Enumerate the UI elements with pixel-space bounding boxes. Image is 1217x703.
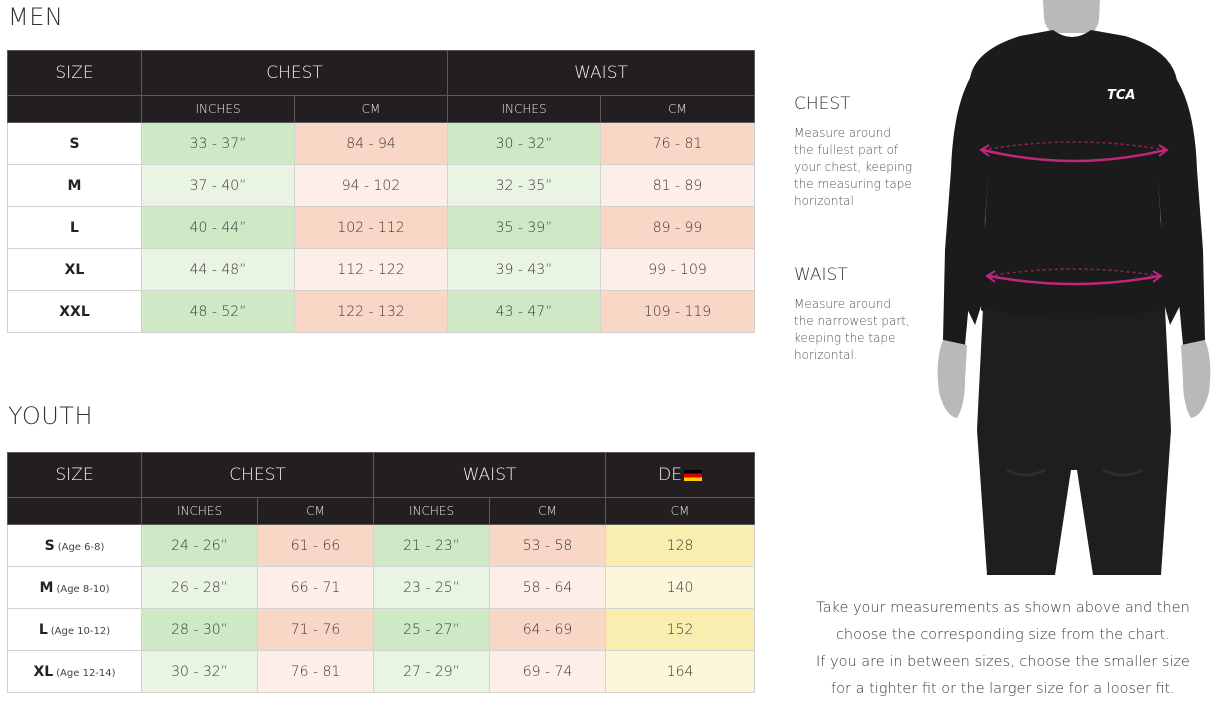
waist-cm-cell: 64 - 69: [490, 609, 606, 651]
de-cm-cell: 164: [606, 651, 755, 693]
youth-chest-inches-header: INCHES: [142, 498, 258, 525]
de-cm-cell: 128: [606, 525, 755, 567]
waist-inches-cell: 23 - 25”: [374, 567, 490, 609]
waist-inches-cell: 27 - 29”: [374, 651, 490, 693]
youth-table-row: [8, 609, 755, 651]
chest-inches-cell: 44 - 48”: [142, 249, 295, 291]
age-range: (Age 10-12): [50, 625, 111, 637]
fit-instructions-line: for a tighter fit or the larger size for a looser fit.: [831, 681, 1175, 697]
de-cm-cell: 152: [606, 609, 755, 651]
size-label: XXL: [8, 291, 142, 333]
chest-cm-cell: 102 - 112: [295, 207, 448, 249]
waist-cm-cell: 99 - 109: [601, 249, 755, 291]
waist-inches-cell: 25 - 27”: [374, 609, 490, 651]
chest-inches-cell: 24 - 26”: [142, 525, 258, 567]
men-chest-cm-header: CM: [295, 96, 448, 123]
waist-guide-line: keeping the tape: [794, 331, 896, 345]
waist-guide-line: horizontal.: [794, 348, 858, 362]
men-waist-inches-header: INCHES: [448, 96, 601, 123]
men-table-row: [8, 207, 755, 249]
size-cell: [8, 567, 142, 609]
waist-inches-cell: 35 - 39”: [448, 207, 601, 249]
size-cell: [8, 651, 142, 693]
youth-de-label: DE: [658, 465, 682, 485]
men-waist-header: WAIST: [448, 51, 755, 96]
chest-cm-cell: 94 - 102: [295, 165, 448, 207]
waist-cm-cell: 53 - 58: [490, 525, 606, 567]
chest-guide-line: the measuring tape: [794, 177, 912, 191]
youth-size-header: SIZE: [8, 453, 142, 498]
size-label: M: [8, 165, 142, 207]
men-size-table: [7, 50, 755, 333]
chest-guide-line: Measure around: [794, 126, 892, 140]
chest-inches-cell: 30 - 32”: [142, 651, 258, 693]
chest-guide-title: CHEST: [794, 94, 851, 114]
men-waist-cm-header: CM: [601, 96, 755, 123]
waist-guide-line: the narrowest part,: [794, 314, 910, 328]
chest-guide-line: your chest, keeping: [794, 160, 913, 174]
men-table-body: [8, 123, 755, 333]
waist-guide-line: Measure around: [794, 297, 892, 311]
size-label: S: [8, 123, 142, 165]
waist-guide-text: [794, 296, 924, 364]
chest-cm-cell: 71 - 76: [258, 609, 374, 651]
waist-cm-cell: 109 - 119: [601, 291, 755, 333]
men-header-row: [8, 51, 755, 96]
men-table-row: [8, 291, 755, 333]
chest-inches-cell: 37 - 40”: [142, 165, 295, 207]
youth-table-body: [8, 525, 755, 693]
waist-cm-cell: 69 - 74: [490, 651, 606, 693]
waist-inches-cell: 43 - 47”: [448, 291, 601, 333]
men-chest-inches-header: INCHES: [142, 96, 295, 123]
chest-cm-cell: 61 - 66: [258, 525, 374, 567]
waist-cm-cell: 76 - 81: [601, 123, 755, 165]
youth-table-row: [8, 651, 755, 693]
fit-instructions: [797, 595, 1209, 703]
youth-waist-inches-header: INCHES: [374, 498, 490, 525]
chest-inches-cell: 40 - 44”: [142, 207, 295, 249]
fit-instructions-line: Take your measurements as shown above and then: [816, 600, 1190, 616]
youth-chest-header: CHEST: [142, 453, 374, 498]
youth-waist-header: WAIST: [374, 453, 606, 498]
age-range: (Age 8-10): [56, 583, 110, 595]
youth-header-row: [8, 453, 755, 498]
germany-flag-icon: [684, 470, 702, 481]
size-cell: [8, 609, 142, 651]
chest-guide-line: the fullest part of: [794, 143, 899, 157]
fit-instructions-line: If you are in between sizes, choose the smaller size: [816, 654, 1190, 670]
youth-title: YOUTH: [8, 402, 94, 430]
size-label: M: [39, 579, 54, 596]
chest-cm-cell: 122 - 132: [295, 291, 448, 333]
men-table-row: [8, 165, 755, 207]
model-figure: [925, 0, 1217, 575]
de-cm-cell: 140: [606, 567, 755, 609]
waist-cm-cell: 89 - 99: [601, 207, 755, 249]
chest-cm-cell: 66 - 71: [258, 567, 374, 609]
youth-table-row: [8, 525, 755, 567]
chest-cm-cell: 112 - 122: [295, 249, 448, 291]
waist-inches-cell: 30 - 32”: [448, 123, 601, 165]
size-label: L: [38, 621, 48, 638]
chest-cm-cell: 84 - 94: [295, 123, 448, 165]
chest-inches-cell: 28 - 30”: [142, 609, 258, 651]
waist-guide-title: WAIST: [794, 265, 848, 285]
youth-waist-cm-header: CM: [490, 498, 606, 525]
chest-guide-line: horizontal: [794, 194, 854, 208]
youth-subheader-row: [8, 498, 755, 525]
size-label: XL: [8, 249, 142, 291]
waist-inches-cell: 32 - 35”: [448, 165, 601, 207]
chest-guide-text: [794, 125, 924, 210]
chest-cm-cell: 76 - 81: [258, 651, 374, 693]
size-label: XL: [33, 663, 54, 680]
brand-logo: TCA: [1107, 88, 1136, 103]
chest-inches-cell: 48 - 52”: [142, 291, 295, 333]
youth-de-header: [606, 453, 755, 498]
men-size-header: SIZE: [8, 51, 142, 96]
men-title: MEN: [8, 3, 64, 31]
waist-inches-cell: 39 - 43”: [448, 249, 601, 291]
age-range: (Age 12-14): [56, 667, 116, 679]
youth-chest-cm-header: CM: [258, 498, 374, 525]
age-range: (Age 6-8): [57, 541, 105, 553]
chest-inches-cell: 33 - 37”: [142, 123, 295, 165]
youth-size-subheader-empty: [8, 498, 142, 525]
men-size-subheader-empty: [8, 96, 142, 123]
size-cell: [8, 525, 142, 567]
youth-size-table: [7, 452, 755, 693]
men-chest-header: CHEST: [142, 51, 448, 96]
men-subheader-row: [8, 96, 755, 123]
size-label: S: [44, 537, 55, 554]
waist-cm-cell: 58 - 64: [490, 567, 606, 609]
waist-cm-cell: 81 - 89: [601, 165, 755, 207]
youth-de-cm-header: CM: [606, 498, 755, 525]
men-table-row: [8, 123, 755, 165]
fit-instructions-line: choose the corresponding size from the chart.: [835, 627, 1171, 643]
youth-table-row: [8, 567, 755, 609]
size-label: L: [8, 207, 142, 249]
chest-inches-cell: 26 - 28”: [142, 567, 258, 609]
men-table-row: [8, 249, 755, 291]
waist-inches-cell: 21 - 23”: [374, 525, 490, 567]
